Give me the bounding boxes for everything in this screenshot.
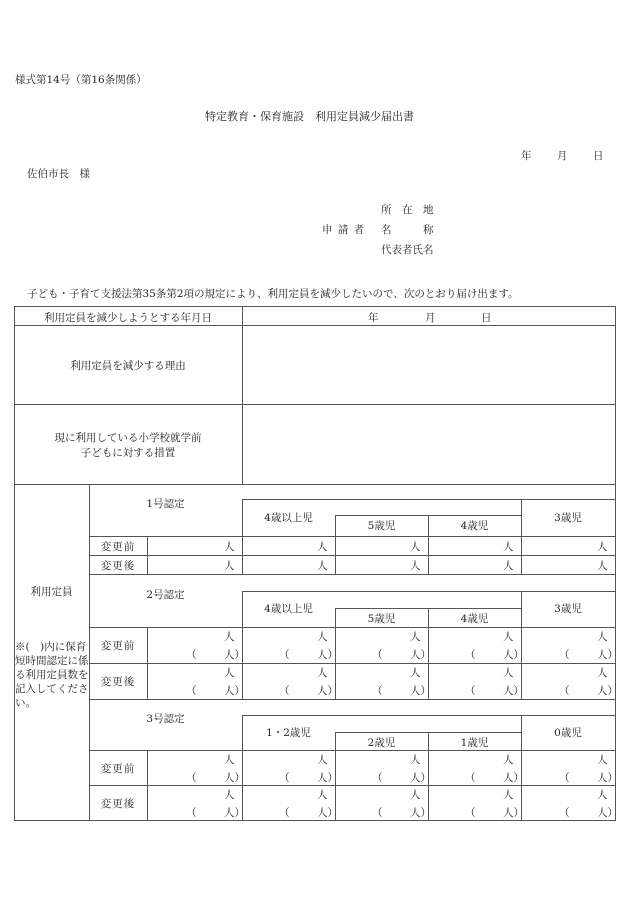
table-rule: [242, 715, 616, 716]
unit-label: 人: [410, 789, 421, 801]
capacity-note: ※( )内に保育短時間認定に係る利用定員数を記入してください。: [15, 641, 89, 709]
unit-label: 人: [224, 560, 235, 572]
unit-label: 人: [317, 560, 328, 572]
paren-unit-label: 人）: [503, 685, 524, 697]
reduction-date-month: 月: [425, 312, 436, 324]
table-rule: [89, 574, 616, 575]
paren-unit-label: 人）: [410, 685, 431, 697]
unit-label: 人: [410, 541, 421, 553]
paren-open: （: [559, 685, 570, 697]
unit-label: 人: [224, 667, 235, 679]
cert-type-3: 3号認定: [146, 712, 185, 725]
row-label-1-after: 変更後: [100, 559, 136, 572]
addressee: 佐伯市長 様: [27, 168, 90, 180]
paren-open: （: [465, 685, 476, 697]
paren-open: （: [279, 649, 290, 661]
paren-open: （: [372, 649, 383, 661]
age-last-1: 3歳児: [554, 511, 582, 524]
date-day-label: 日: [593, 150, 604, 162]
unit-label: 人: [317, 541, 328, 553]
paren-unit-label: 人）: [410, 649, 431, 661]
unit-label: 人: [597, 631, 608, 643]
unit-label: 人: [317, 631, 328, 643]
applicant-label: 申 請 者: [322, 224, 366, 236]
applicant-field-representative: 代表者氏名: [381, 244, 434, 256]
paren-open: （: [186, 806, 197, 819]
paren-unit-label: 人）: [503, 649, 524, 661]
unit-label: 人: [597, 789, 608, 801]
paren-open: （: [559, 649, 570, 661]
paren-unit-label: 人）: [597, 771, 618, 784]
measures-label-line1: 現に利用している小学校就学前: [54, 432, 202, 444]
unit-label: 人: [503, 541, 514, 553]
age-sub-2-b: 4歳児: [460, 613, 489, 625]
paren-unit-label: 人）: [503, 806, 524, 819]
unit-label: 人: [410, 754, 421, 766]
paren-open: （: [465, 806, 476, 819]
paren-unit-label: 人）: [597, 685, 618, 697]
age-sub-1-b: 4歳児: [460, 520, 489, 532]
reduction-reason-field[interactable]: [243, 326, 615, 404]
date-month-label: 月: [557, 150, 568, 162]
paren-open: （: [465, 771, 476, 784]
paren-unit-label: 人）: [597, 649, 618, 661]
unit-label: 人: [503, 560, 514, 572]
paren-unit-label: 人）: [410, 771, 431, 784]
age-group-1: 4歳以上児: [264, 511, 313, 524]
paren-open: （: [186, 771, 197, 784]
date-year-label: 年: [521, 150, 532, 162]
paren-open: （: [559, 806, 570, 819]
unit-label: 人: [503, 667, 514, 679]
paren-open: （: [372, 771, 383, 784]
paren-unit-label: 人）: [597, 806, 618, 819]
unit-label: 人: [317, 754, 328, 766]
capacity-label: 利用定員: [30, 586, 73, 598]
document-title: 特定教育・保育施設 利用定員減少届出書: [205, 110, 414, 123]
paren-open: （: [279, 771, 290, 784]
paren-open: （: [186, 649, 197, 661]
measures-label-line2: 子どもに対する措置: [80, 447, 176, 459]
row-label-2-after: 変更後: [100, 676, 136, 688]
unit-label: 人: [224, 541, 235, 553]
reduction-date-day: 日: [481, 312, 492, 324]
unit-label: 人: [503, 631, 514, 643]
age-sub-1-a: 5歳児: [367, 520, 396, 532]
applicant-field-name: 名 称: [381, 224, 434, 236]
age-sub-3-b: 1歳児: [460, 737, 489, 749]
row-label-3-before: 変更前: [100, 762, 136, 775]
unit-label: 人: [224, 789, 235, 801]
applicant-field-address: 所 在 地: [381, 204, 434, 216]
unit-label: 人: [317, 789, 328, 801]
reduction-reason-label: 利用定員を減少する理由: [70, 360, 186, 372]
unit-label: 人: [224, 631, 235, 643]
paren-unit-label: 人）: [410, 806, 431, 819]
paren-open: （: [372, 685, 383, 697]
paren-unit-label: 人）: [224, 771, 245, 784]
reduction-date-label: 利用定員を減少しようとする年月日: [44, 312, 212, 324]
table-rule: [242, 499, 616, 500]
unit-label: 人: [503, 754, 514, 766]
paren-unit-label: 人）: [224, 806, 245, 819]
row-label-3-after: 変更後: [100, 797, 136, 810]
form-number: 様式第14号（第16条関係）: [15, 74, 147, 86]
paren-unit-label: 人）: [317, 771, 338, 784]
table-rule: [242, 591, 616, 592]
age-group-3: 1・2歳児: [266, 726, 311, 739]
paren-open: （: [279, 685, 290, 697]
paren-unit-label: 人）: [503, 771, 524, 784]
age-last-3: 0歳児: [554, 726, 582, 739]
row-label-1-before: 変更前: [100, 540, 136, 553]
age-last-2: 3歳児: [554, 603, 582, 615]
unit-label: 人: [597, 560, 608, 572]
unit-label: 人: [597, 541, 608, 553]
paren-open: （: [559, 771, 570, 784]
unit-label: 人: [597, 667, 608, 679]
age-sub-3-a: 2歳児: [367, 737, 396, 749]
measures-field[interactable]: [243, 405, 615, 484]
unit-label: 人: [224, 754, 235, 766]
age-group-2: 4歳以上児: [264, 603, 313, 615]
unit-label: 人: [317, 667, 328, 679]
unit-label: 人: [597, 754, 608, 766]
row-label-2-before: 変更前: [100, 640, 136, 652]
paren-open: （: [372, 806, 383, 819]
paren-open: （: [465, 649, 476, 661]
table-rule: [89, 699, 616, 700]
paren-unit-label: 人）: [317, 649, 338, 661]
paren-unit-label: 人）: [317, 806, 338, 819]
paren-unit-label: 人）: [224, 649, 245, 661]
unit-label: 人: [410, 667, 421, 679]
age-sub-2-a: 5歳児: [367, 613, 396, 625]
paren-open: （: [186, 685, 197, 697]
cert-type-2: 2号認定: [146, 588, 185, 601]
unit-label: 人: [410, 560, 421, 572]
unit-label: 人: [410, 631, 421, 643]
paren-unit-label: 人）: [317, 685, 338, 697]
paren-unit-label: 人）: [224, 685, 245, 697]
paren-open: （: [279, 806, 290, 819]
unit-label: 人: [503, 789, 514, 801]
intro-text: 子ども・子育て支援法第35条第2項の規定により、利用定員を減少したいので、次のとおり届け出ます。: [27, 288, 519, 300]
cert-type-1: 1号認定: [146, 498, 185, 510]
reduction-date-year: 年: [368, 312, 379, 324]
